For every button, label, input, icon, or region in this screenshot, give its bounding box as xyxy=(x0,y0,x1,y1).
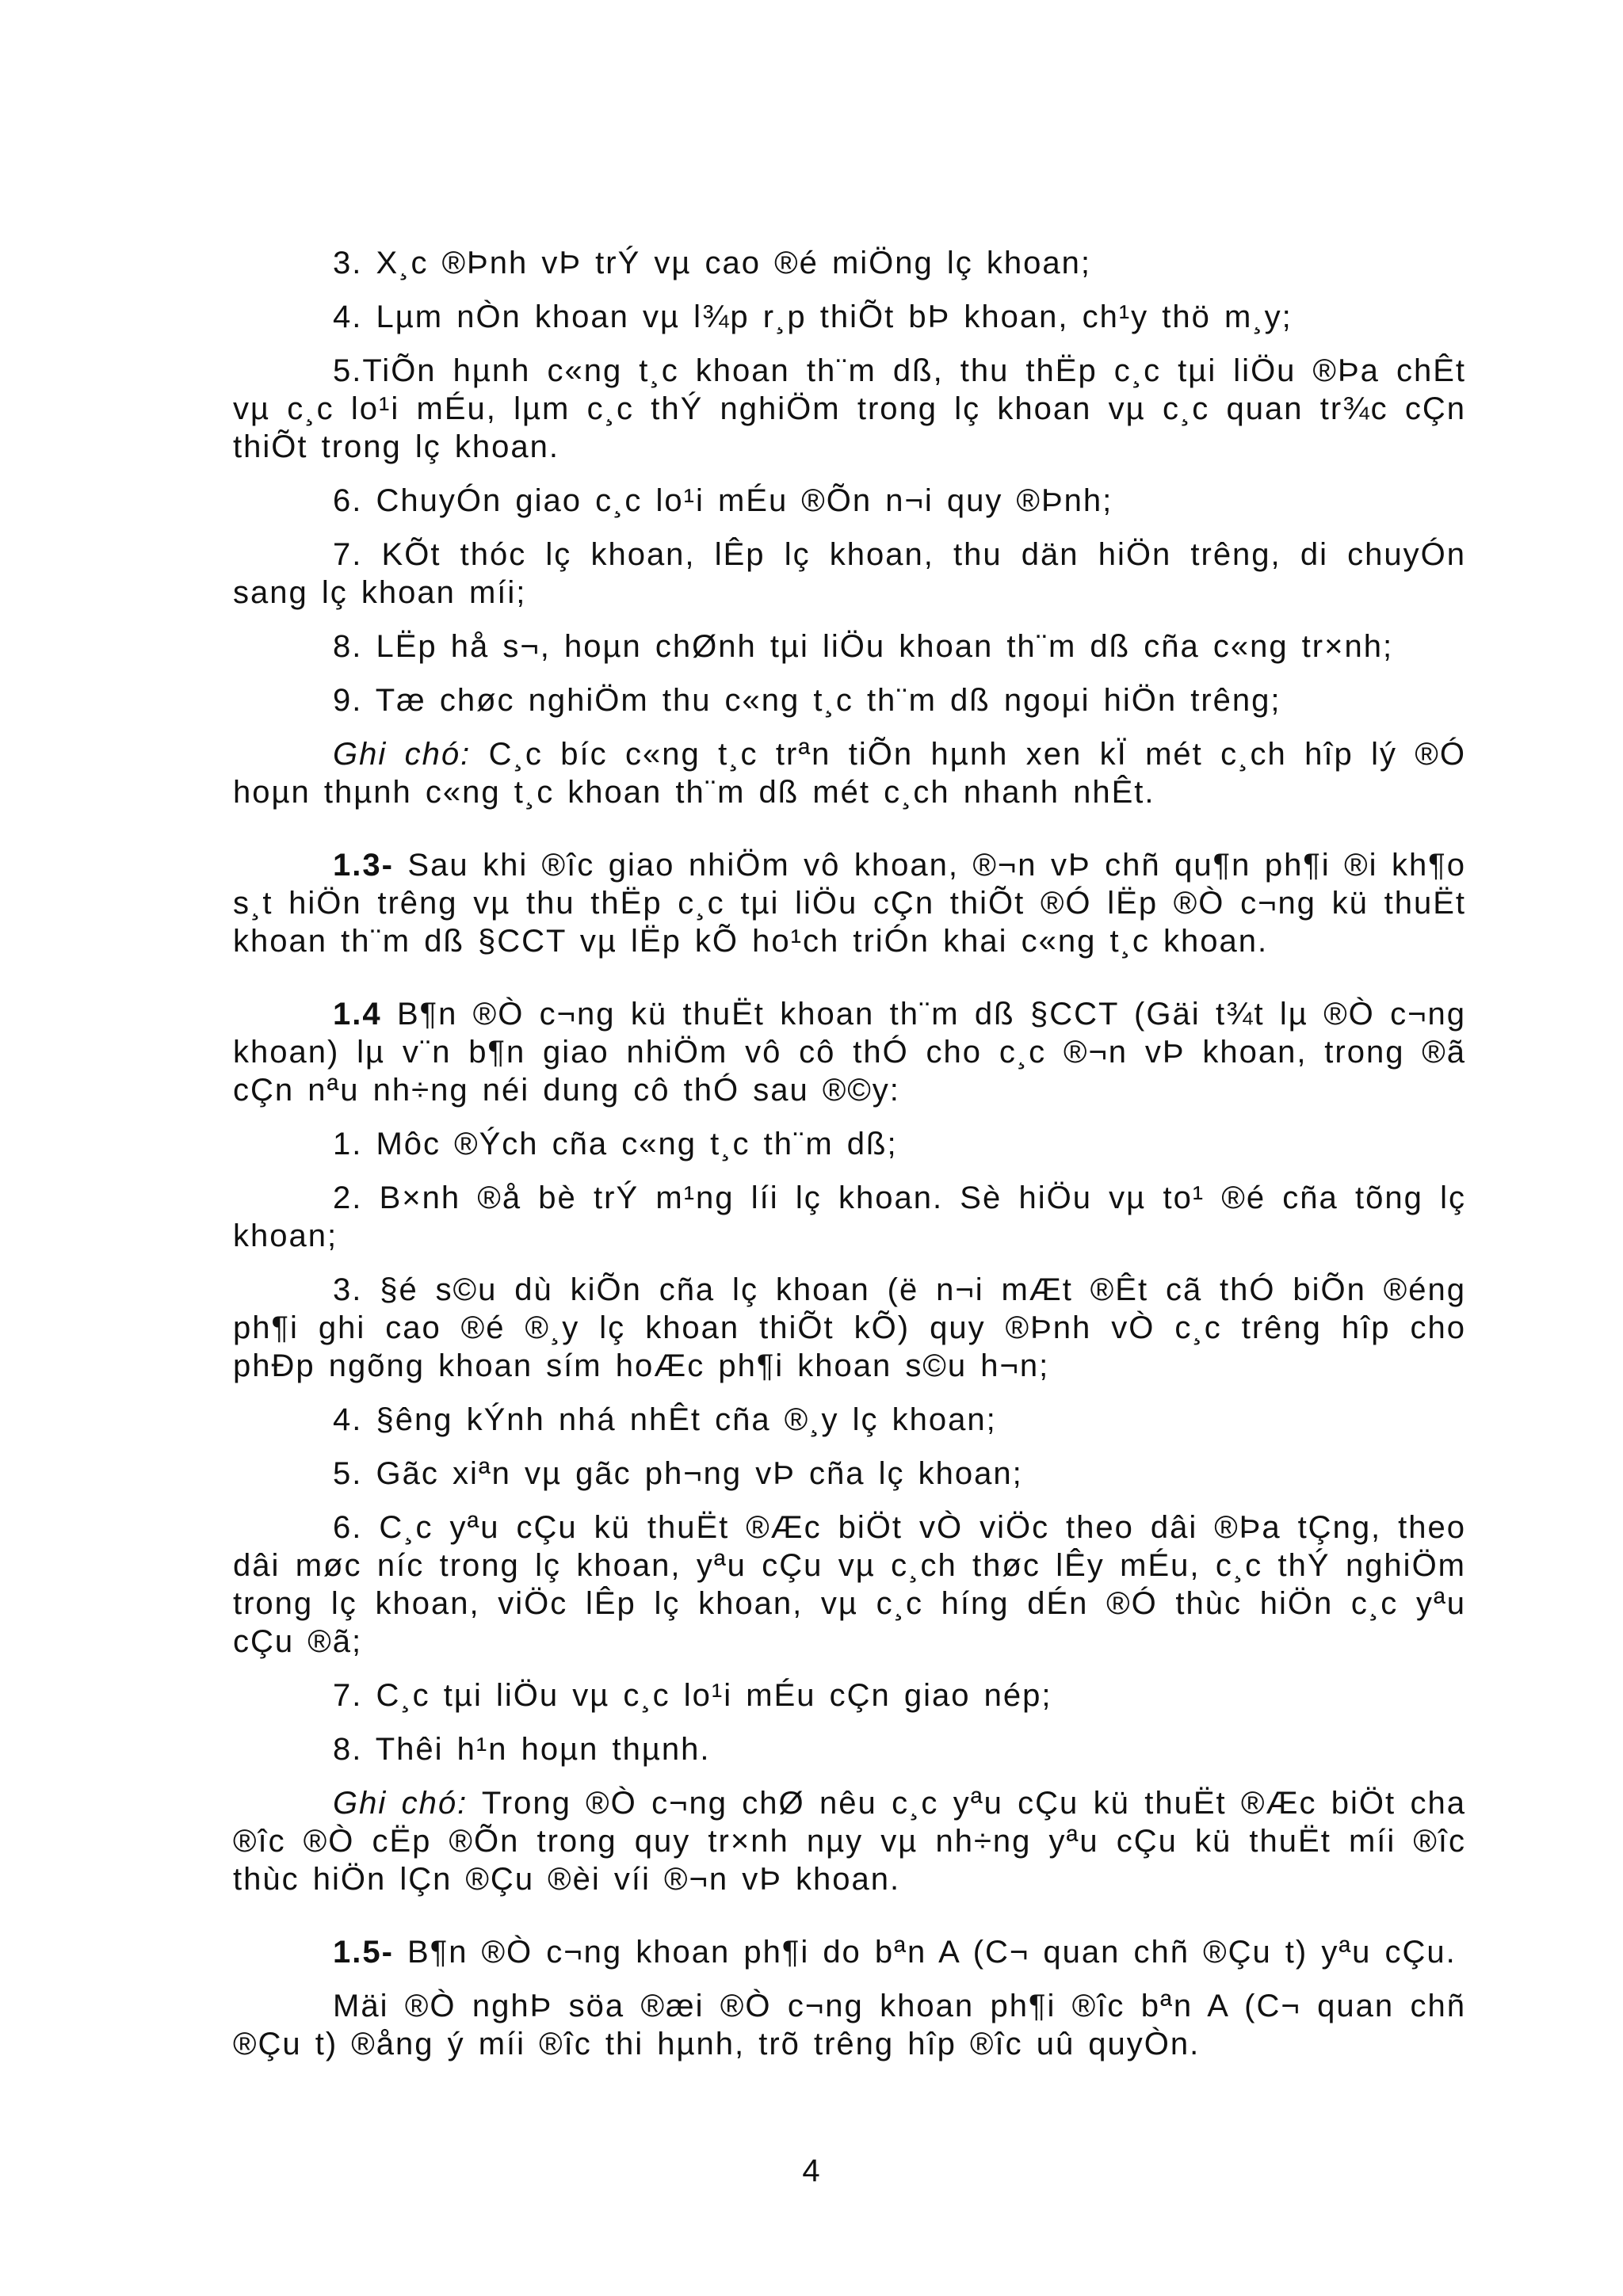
section-paragraph xyxy=(233,1933,1466,1971)
paragraph-text: 4. Lµm nÒn khoan vµ l¾p r¸p thiÕt bÞ khoan, ch¹y thö m¸y; xyxy=(333,299,1293,334)
paragraph-text: Mäi ®Ò nghÞ söa ®æi ®Ò c¬ng khoan ph¶i ®îc bªn A (C¬ quan chñ ®Çu t) ®ång ý míi ®îc thi hµnh, trõ trêng hîp ®îc uû quyÒn. xyxy=(233,1989,1466,2061)
note-paragraph xyxy=(233,735,1466,811)
paragraph xyxy=(233,1676,1466,1714)
section-number: 1.3- xyxy=(333,848,394,883)
paragraph-text: 7. KÕt thóc lç khoan, lÊp lç khoan, thu dän hiÖn trêng, di chuyÓn sang lç khoan míi; xyxy=(233,537,1466,610)
paragraph-text: 2. B×nh ®å bè trÝ m¹ng líi lç khoan. Sè hiÖu vµ to¹ ®é cña tõng lç khoan; xyxy=(233,1180,1466,1253)
paragraph xyxy=(233,627,1466,666)
section-paragraph xyxy=(233,995,1466,1109)
paragraph-text: C¸c bíc c«ng t¸c trªn tiÕn hµnh xen kÏ mét c¸ch hîp lý ®Ó hoµn thµnh c«ng t¸c khoan th¨m dß mét c¸ch nhanh nhÊt. xyxy=(233,737,1466,810)
paragraph-text: 7. C¸c tµi liÖu vµ c¸c lo¹i mÉu cÇn giao nép; xyxy=(333,1678,1052,1713)
paragraph-text: 3. X¸c ®Þnh vÞ trÝ vµ cao ®é miÖng lç khoan; xyxy=(333,246,1091,280)
paragraph xyxy=(233,298,1466,336)
paragraph-text: Sau khi ®îc giao nhiÖm vô khoan, ®¬n vÞ chñ qu¶n ph¶i ®i kh¶o s¸t hiÖn trêng vµ thu thËp c¸c tµi liÖu cÇn thiÕt ®Ó lËp ®Ò c¬ng kü thuËt khoan th¨m dß §CCT vµ lËp kÕ ho¹ch triÓn khai c«ng t¸c khoan. xyxy=(233,848,1466,959)
page-number: 4 xyxy=(802,2153,821,2188)
paragraph-text: B¶n ®Ò c¬ng kü thuËt khoan th¨m dß §CCT (Gäi t¾t lµ ®Ò c¬ng khoan) lµ v¨n b¶n giao nhiÖm vô cô thÓ cho c¸c ®¬n vÞ khoan, trong ®ã cÇn nªu nh÷ng néi dung cô thÓ sau ®©y: xyxy=(233,997,1466,1108)
paragraph xyxy=(233,352,1466,466)
section-number: 1.4 xyxy=(333,997,382,1032)
paragraph xyxy=(233,1455,1466,1493)
paragraph-text: 8. LËp hå s¬, hoµn chØnh tµi liÖu khoan th¨m dß cña c«ng tr×nh; xyxy=(333,629,1394,664)
paragraph-text: Trong ®Ò c¬ng chØ nêu c¸c yªu cÇu kü thuËt ®Æc biÖt cha ®îc ®Ò cËp ®Õn trong quy tr×nh nµy vµ nh÷ng yªu cÇu kü thuËt míi ®îc thùc hiÖn lÇn ®Çu ®èi víi ®¬n vÞ khoan. xyxy=(233,1786,1467,1897)
paragraph-text: 6. ChuyÓn giao c¸c lo¹i mÉu ®Õn n¬i quy ®Þnh; xyxy=(333,483,1113,518)
paragraph xyxy=(233,1401,1466,1439)
paragraph xyxy=(233,1508,1466,1661)
paragraph xyxy=(233,1730,1466,1768)
document-body xyxy=(233,244,1466,2079)
paragraph-text: 5. Gãc xiªn vµ gãc ph¬ng vÞ cña lç khoan; xyxy=(333,1456,1023,1491)
paragraph-text: 5.TiÕn hµnh c«ng t¸c khoan th¨m dß, thu thËp c¸c tµi liÖu ®Þa chÊt vµ c¸c lo¹i mÉu, lµm c¸c thÝ nghiÖm trong lç khoan vµ c¸c quan tr¾c cÇn thiÕt trong lç khoan. xyxy=(233,353,1466,464)
paragraph-text: 4. §êng kÝnh nhá nhÊt cña ®¸y lç khoan; xyxy=(333,1402,997,1437)
paragraph xyxy=(233,681,1466,719)
note-lead: Ghi chó: xyxy=(333,1786,468,1821)
note-paragraph xyxy=(233,1784,1466,1898)
section-number: 1.5- xyxy=(333,1935,394,1970)
paragraph-text: B¶n ®Ò c¬ng khoan ph¶i do bªn A (C¬ quan chñ ®Çu t) yªu cÇu. xyxy=(393,1935,1457,1970)
paragraph xyxy=(233,1271,1466,1385)
paragraph-text: 6. C¸c yªu cÇu kü thuËt ®Æc biÖt vÒ viÖc theo dâi ®Þa tÇng, theo dâi møc níc trong lç khoan, yªu cÇu vµ c¸ch thøc lÊy mÉu, c¸c thÝ nghiÖm trong lç khoan, viÖc lÊp lç khoan, vµ c¸c híng dÉn ®Ó thùc hiÖn c¸c yªu cÇu ®ã; xyxy=(233,1510,1466,1659)
note-lead: Ghi chó: xyxy=(333,737,472,772)
section-paragraph xyxy=(233,846,1466,960)
paragraph-text: 9. Tæ chøc nghiÖm thu c«ng t¸c th¨m dß ngoµi hiÖn trêng; xyxy=(333,683,1281,718)
paragraph xyxy=(233,1987,1466,2063)
paragraph-text: 1. Môc ®Ých cña c«ng t¸c th¨m dß; xyxy=(333,1127,898,1161)
paragraph-text: 8. Thêi h¹n hoµn thµnh. xyxy=(333,1732,711,1767)
paragraph xyxy=(233,482,1466,520)
paragraph-text: 3. §é s©u dù kiÕn cña lç khoan (ë n¬i mÆt ®Êt cã thÓ biÕn ®éng ph¶i ghi cao ®é ®¸y lç khoan thiÕt kÕ) quy ®Þnh vÒ c¸c trêng hîp cho phÐp ngõng khoan sím hoÆc ph¶i khoan s©u h¬n; xyxy=(233,1272,1466,1383)
paragraph xyxy=(233,244,1466,282)
paragraph xyxy=(233,536,1466,612)
paragraph xyxy=(233,1179,1466,1255)
paragraph xyxy=(233,1125,1466,1163)
